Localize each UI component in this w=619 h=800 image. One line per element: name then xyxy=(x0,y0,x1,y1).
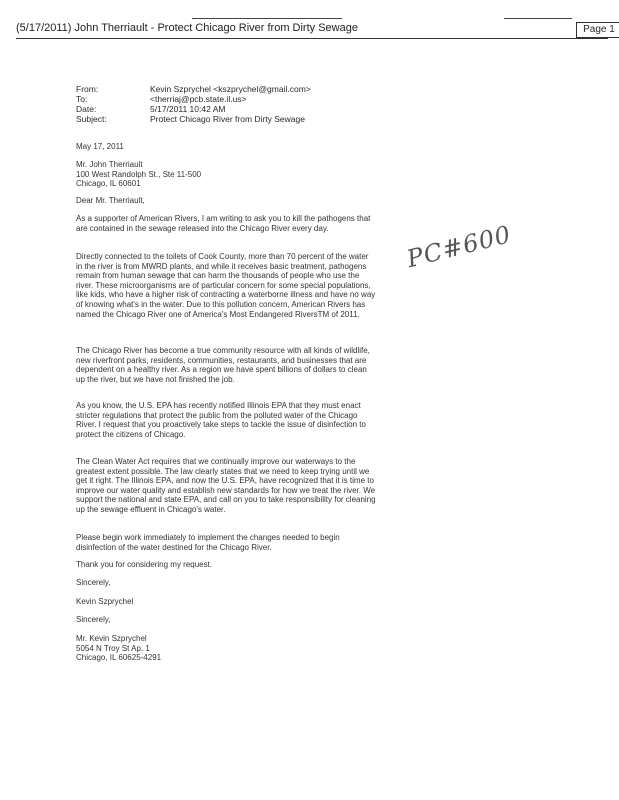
signature-line: Chicago, IL 60625-4291 xyxy=(76,653,162,663)
address-line: Chicago, IL 60601 xyxy=(76,179,141,189)
letter-date: May 17, 2011 xyxy=(76,142,124,151)
email-meta xyxy=(76,84,311,124)
signature-block xyxy=(76,634,376,663)
paragraph: The Chicago River has become a true community resource with all kinds of wildlife, new riverfront parks, residents, communities, restaurants, and businesses that are dependent on a healthy river. As a region we have spent billions of dollars to clean up the river, but we have not finished the job. xyxy=(76,346,370,384)
meta-label: Date: xyxy=(76,104,97,114)
meta-row-date xyxy=(76,104,311,114)
signature-line: Mr. Kevin Szprychel xyxy=(76,634,147,643)
meta-row-from xyxy=(76,84,311,94)
paragraph: The Clean Water Act requires that we continually improve our waterways to the greatest extent possible. The law clearly states that we need to keep trying until we get it right. The Illinois EPA, and now the U.S. EPA, have recognized that it is time to improve our water quality and establish new standards for how we treat the river. We support the national and state EPA, and call on you to take responsibility for cleaning up the sewage effluent in Chicago's water. xyxy=(76,457,376,514)
meta-value: Protect Chicago River from Dirty Sewage xyxy=(150,114,305,124)
meta-label: From: xyxy=(76,84,99,94)
meta-row-to xyxy=(76,94,311,104)
meta-value: 5/17/2011 10:42 AM xyxy=(150,104,226,114)
document-header xyxy=(16,22,615,40)
paragraph: As a supporter of American Rivers, I am writing to ask you to kill the pathogens that are contained in the sewage released into the Chicago River every day. xyxy=(76,214,371,233)
document-title: (5/17/2011) John Therriault - Protect Chicago River from Dirty Sewage xyxy=(16,22,358,34)
recipient-address xyxy=(76,160,376,189)
meta-value: Kevin Szprychel <kszprychel@gmail.com> xyxy=(150,84,311,94)
paragraph: Directly connected to the toilets of Cook County, more than 70 percent of the water in the river is from MWRD plants, and while it receives basic treatment, pathogens remain from human sewage that can harm the thousands of people who use the river. These microorganisms are of particular concern for some special populations, like kids, who have a higher risk of contracting a waterborne illness and have no way of knowing what's in the water. Due to this pollution concern, American Rivers has named the Chicago River one of America's Most Endangered RiversTM of 2011. xyxy=(76,252,376,319)
closing: Sincerely, xyxy=(76,615,111,624)
signer-name: Kevin Szprychel xyxy=(76,597,134,606)
closing: Sincerely, xyxy=(76,578,111,587)
meta-value: <therriaj@pcb.state.il.us> xyxy=(150,94,247,104)
paragraph: Please begin work immediately to implement the changes needed to begin disinfection of the water destined for the Chicago River. xyxy=(76,533,340,552)
paragraph: As you know, the U.S. EPA has recently notified Illinois EPA that they must enact stricter regulations that protect the public from the polluted water of the Chicago River. I request that you proactively take steps to tackle the issue of disinfection to protect the citizens of Chicago. xyxy=(76,401,366,439)
header-underline xyxy=(16,38,608,39)
meta-label: To: xyxy=(76,94,88,104)
salutation: Dear Mr. Therriault, xyxy=(76,196,145,205)
page-number: Page 1 xyxy=(576,22,619,38)
meta-label: Subject: xyxy=(76,114,107,124)
address-line: Mr. John Therriault xyxy=(76,160,143,169)
paragraph: Thank you for considering my request. xyxy=(76,560,213,569)
meta-row-subject xyxy=(76,114,311,124)
address-line: 100 West Randolph St., Ste 11-500 xyxy=(76,169,202,179)
header-rule xyxy=(192,18,342,19)
header-rule xyxy=(504,18,572,19)
handwritten-annotation: PC#600 xyxy=(404,220,515,274)
signature-line: 5054 N Troy St Ap. 1 xyxy=(76,643,150,653)
